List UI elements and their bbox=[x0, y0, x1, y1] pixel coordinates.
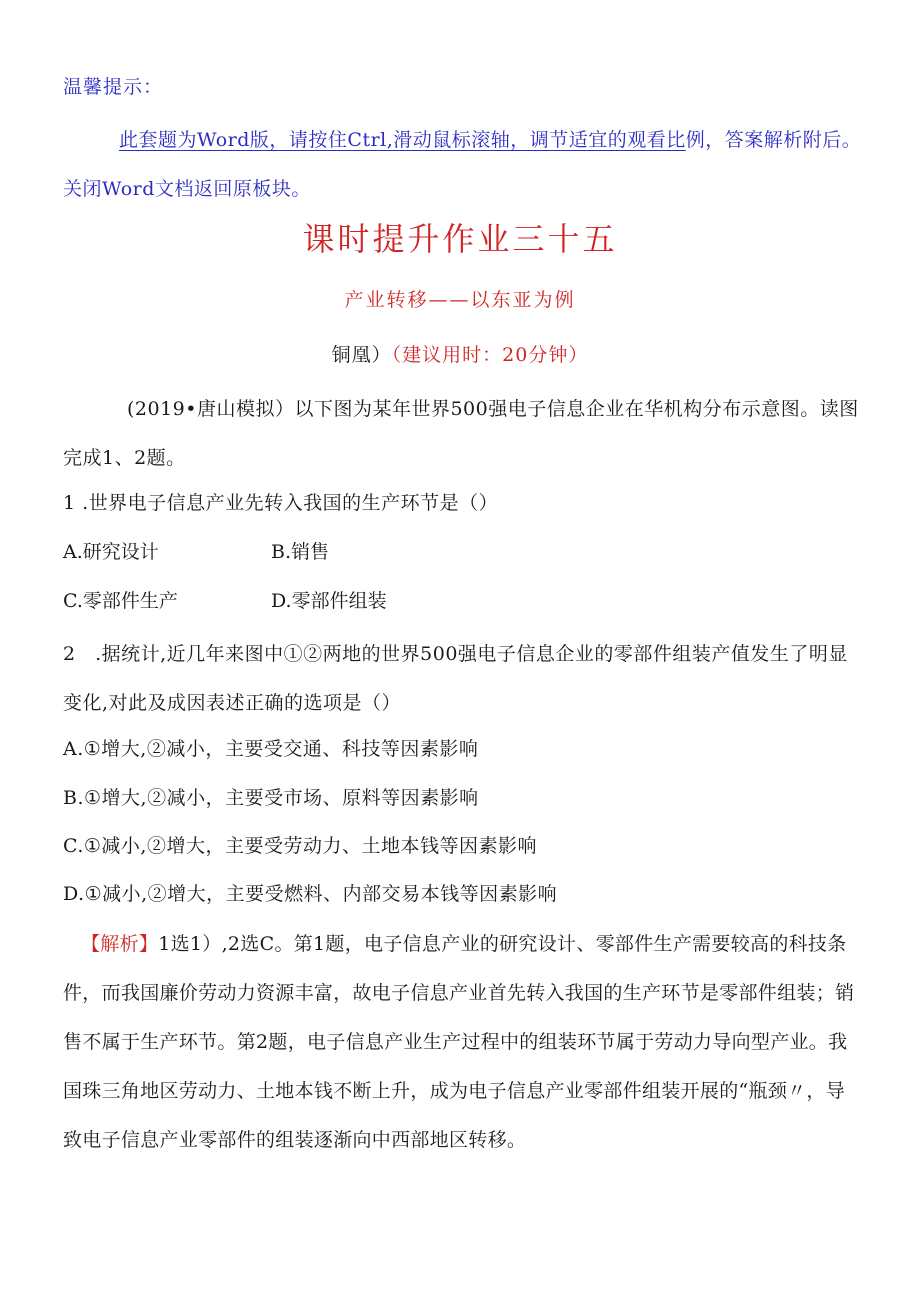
time-note-suggestion: （建议用时：20分钟） bbox=[391, 344, 589, 366]
question-2-stem: 2 .据统计,近几年来图中①②两地的世界500强电子信息企业的零部件组装产值发生了明显变化,对此及成因表述正确的选项是（） bbox=[63, 643, 848, 714]
analysis-tag: 【解析】 bbox=[81, 933, 159, 955]
question-1-option-a: A.研究设计 bbox=[63, 541, 159, 563]
analysis-paragraph bbox=[63, 920, 863, 1165]
question-1-stem: 1 .世界电子信息产业先转入我国的生产环节是（） bbox=[63, 492, 499, 514]
question-2-option-c: C.①减小,②增大，主要受劳动力、土地本钱等因素影响 bbox=[63, 835, 537, 857]
question-1-option-b: B.销售 bbox=[271, 541, 330, 563]
tip-heading: 温馨提示： bbox=[63, 76, 164, 98]
tip-body-underlined: 此套题为Word版，请按住Ctrl,滑动鼠标滚轴，调节适宜的观看比 bbox=[119, 129, 686, 151]
analysis-text: 1选1）,2选C。第1题，电子信息产业的研究设计、零部件生产需要较高的科技条件，而我国廉价劳动力资源丰富，故电子信息产业首先转入我国的生产环节是零部件组装；销售不属于生产环节。第2题，电子信息产业生产过程中的组装环节属于劳动力导向型产业。我国珠三角地区劳动力、土地本钱不断上升，成为电子信息产业零部件组装开展的“瓶颈〃，导致电子信息产业零部件的组装逐渐向中西部地区转移。 bbox=[63, 933, 855, 1151]
page-title: 课时提升作业三十五 bbox=[302, 220, 618, 258]
time-note bbox=[0, 340, 920, 367]
time-note-prefix: 铜凰） bbox=[331, 344, 392, 366]
question-1-options-row-2 bbox=[63, 586, 387, 613]
tip-body bbox=[63, 116, 863, 214]
intro-paragraph: (2019•唐山模拟）以下图为某年世界500强电子信息企业在华机构分布示意图。读图完成1、2题。 bbox=[63, 398, 859, 469]
question-1-option-d: D.零部件组装 bbox=[271, 590, 387, 612]
question-2-option-a: A.①增大,②减小，主要受交通、科技等因素影响 bbox=[63, 738, 479, 760]
question-1-option-c: C.零部件生产 bbox=[63, 590, 178, 612]
question-2-option-d: D.①减小,②增大，主要受燃料、内部交易本钱等因素影响 bbox=[63, 883, 558, 905]
question-1-options-row-1 bbox=[63, 537, 330, 564]
page-subtitle: 产业转移——以东亚为例 bbox=[344, 289, 576, 311]
question-2-option-b: B.①增大,②减小，主要受市场、原料等因素影响 bbox=[63, 787, 479, 809]
tip-body-rest: 例，答案解析附后。关闭Word文档返回原板块。 bbox=[63, 129, 862, 200]
